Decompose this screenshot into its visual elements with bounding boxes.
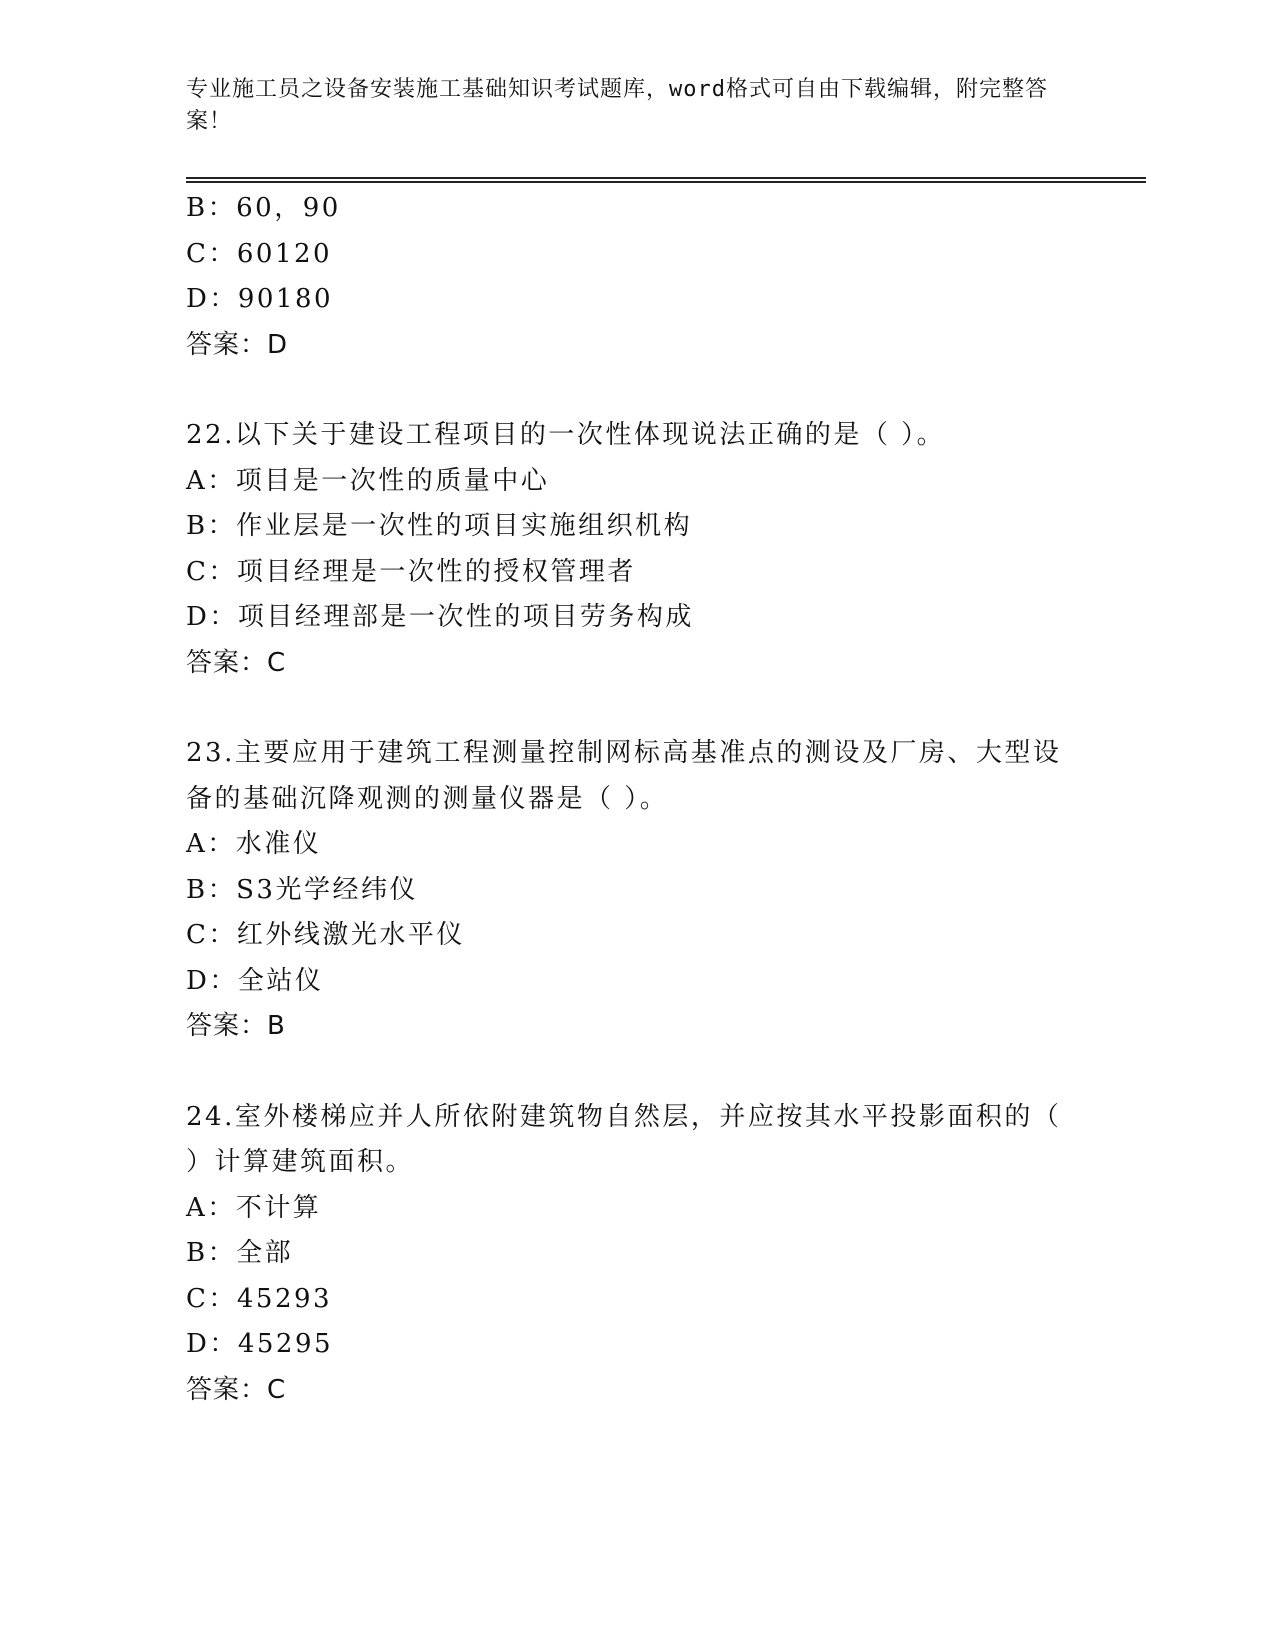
header-divider-bottom	[186, 181, 1146, 183]
answer-label: 答案：C	[186, 1374, 287, 1405]
option-a: A：不计算	[186, 1192, 322, 1223]
answer-label: 答案：D	[186, 329, 289, 360]
option-a: A：水准仪	[186, 829, 322, 859]
answer-label: 答案：C	[186, 647, 287, 678]
option-d: D：全站仪	[186, 965, 324, 996]
option-b: B：S3光学经纬仪	[186, 874, 418, 905]
option-c: C：红外线激光水平仪	[186, 920, 465, 950]
option-d: D：45295	[186, 1329, 334, 1359]
question-23	[186, 731, 1086, 1050]
question-text: 23.主要应用于建筑工程测量控制网标高基准点的测设及厂房、大型设备的基础沉降观测的测量仪器是（ ）。	[186, 738, 1062, 814]
answer-label: 答案：B	[186, 1011, 286, 1041]
option-b: B：全部	[186, 1238, 294, 1268]
option-b: B：作业层是一次性的项目实施组织机构	[186, 511, 693, 541]
question-text: 24.室外楼梯应并人所依附建筑物自然层，并应按其水平投影面积的（ ）计算建筑面积。	[186, 1101, 1062, 1177]
option-c: C：45293	[186, 1283, 333, 1314]
option-d: D：90180	[186, 284, 334, 314]
document-header: 专业施工员之设备安装施工基础知识考试题库，word格式可自由下载编辑，附完整答案！	[186, 77, 1048, 134]
option-d: D：项目经理部是一次性的项目劳务构成	[186, 602, 694, 632]
question-text: 22.以下关于建设工程项目的一次性体现说法正确的是（ ）。	[186, 420, 946, 450]
question-list	[186, 186, 1086, 1413]
continued-question	[186, 186, 1086, 368]
option-c: C：项目经理是一次性的授权管理者	[186, 556, 636, 587]
option-b: B：60，90	[186, 193, 341, 223]
question-24	[186, 1095, 1086, 1414]
question-22	[186, 413, 1086, 686]
header-divider-top	[186, 177, 1146, 179]
option-c: C：60120	[186, 238, 333, 269]
option-a: A：项目是一次性的质量中心	[186, 465, 550, 496]
